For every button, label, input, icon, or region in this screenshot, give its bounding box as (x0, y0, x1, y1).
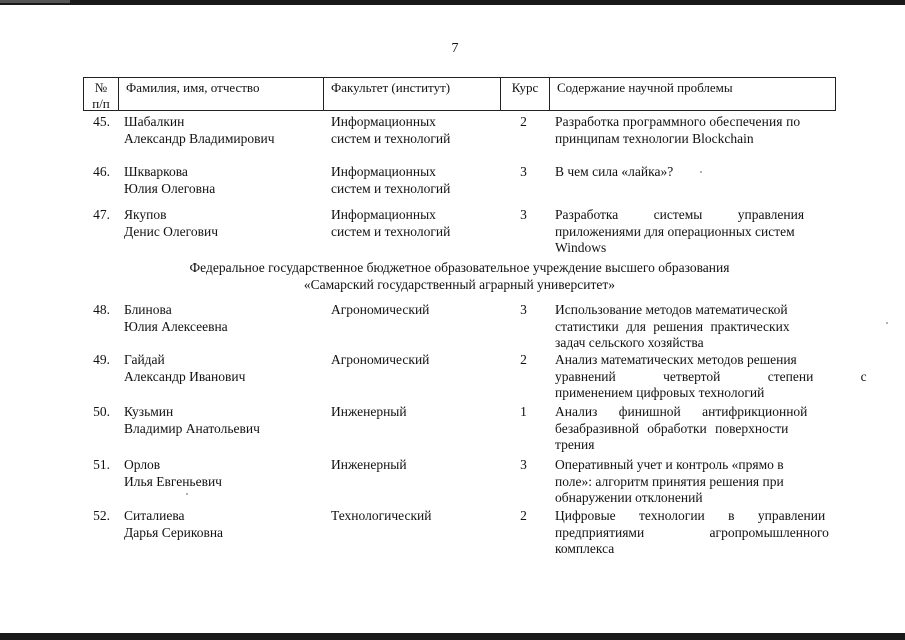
surname: Кузьмин (124, 404, 174, 419)
surname: Орлов (124, 457, 161, 472)
given-names: Дарья Сериковна (124, 524, 224, 540)
topic-line: Разработка системы управления (555, 207, 805, 222)
surname: Якупов (124, 207, 167, 222)
header-faculty: Факультет (институт) (323, 78, 500, 110)
row-course: 3 (520, 207, 527, 222)
topic-line: Цифровые технологии в управлении (555, 508, 826, 523)
header-topic: Содержание научной проблемы (549, 78, 837, 110)
scan-speck (886, 322, 888, 324)
row-topic (555, 404, 833, 454)
row-course: 3 (520, 302, 527, 317)
topic-line: безабразивной обработки поверхности (555, 420, 789, 436)
topic-line: уравнений четвертой степени с (555, 368, 867, 384)
faculty-line: Агрономический (331, 302, 430, 317)
faculty-line: Инженерный (331, 457, 407, 472)
topic-line: В чем сила «лайка»? (555, 164, 674, 179)
row-course: 2 (520, 508, 527, 523)
topic-line: Анализ математических методов решения (555, 352, 797, 367)
header-course: Курс (500, 78, 549, 110)
row-course: 3 (520, 457, 527, 472)
given-names: Александр Иванович (124, 368, 246, 384)
topic-line: обнаружении отклонений (555, 490, 703, 505)
topic-line: Разработка программного обеспечения по (555, 114, 801, 129)
section-heading-line1: Федеральное государственное бюджетное образовательное учреждение высшего образования (189, 260, 730, 275)
surname: Шкваркова (124, 164, 188, 179)
row-number: 50. (93, 404, 110, 419)
topic-line: Windows (555, 240, 607, 255)
row-topic (555, 164, 833, 181)
row-faculty (331, 508, 501, 525)
row-faculty (331, 302, 501, 319)
faculty-line: систем и технологий (331, 130, 451, 146)
topic-line: трения (555, 437, 595, 452)
row-name (124, 404, 324, 437)
surname: Шабалкин (124, 114, 185, 129)
topic-line: предприятиями агропромышленного (555, 524, 829, 540)
row-topic (555, 457, 833, 507)
topic-line: Использование методов математической (555, 302, 788, 317)
given-names: Денис Олегович (124, 223, 218, 239)
faculty-line: Информационных (331, 207, 436, 222)
row-number: 46. (93, 164, 110, 179)
header-num (84, 78, 118, 110)
row-topic (555, 114, 833, 147)
faculty-line: систем и технологий (331, 180, 451, 196)
row-name (124, 207, 324, 240)
row-course: 3 (520, 164, 527, 179)
faculty-line: систем и технологий (331, 223, 451, 239)
topic-line: Анализ финишной антифрикционной (555, 404, 808, 419)
faculty-line: Информационных (331, 164, 436, 179)
faculty-line: Агрономический (331, 352, 430, 367)
header-num-line1: № (94, 80, 108, 95)
topic-line: Оперативный учет и контроль «прямо в (555, 457, 784, 472)
surname: Блинова (124, 302, 172, 317)
row-topic (555, 302, 833, 352)
topic-line: принципам технологии Blockchain (555, 130, 754, 146)
row-number: 51. (93, 457, 110, 472)
header-name: Фамилия, имя, отчество (118, 78, 323, 110)
row-number: 49. (93, 352, 110, 367)
faculty-line: Технологический (331, 508, 432, 523)
scan-speck (186, 493, 188, 495)
row-course: 2 (520, 352, 527, 367)
topic-line: статистики для решения практических (555, 318, 790, 334)
topic-line: поле»: алгоритм принятия решения при (555, 473, 784, 489)
row-faculty (331, 114, 501, 147)
row-topic (555, 207, 833, 257)
section-heading-line2: «Самарский государственный аграрный университет» (303, 276, 616, 292)
surname: Гайдай (124, 352, 165, 367)
section-heading (83, 260, 836, 293)
row-number: 48. (93, 302, 110, 317)
row-topic (555, 352, 867, 402)
topic-line: применением цифровых технологий (555, 385, 765, 400)
row-faculty (331, 404, 501, 421)
row-course: 2 (520, 114, 527, 129)
table-header (83, 77, 836, 111)
faculty-line: Инженерный (331, 404, 407, 419)
given-names: Владимир Анатольевич (124, 420, 260, 436)
row-topic (555, 508, 833, 558)
row-name (124, 164, 324, 197)
row-faculty (331, 352, 501, 369)
scan-speck (700, 171, 702, 173)
topic-line: приложениями для операционных систем (555, 223, 795, 239)
row-number: 47. (93, 207, 110, 222)
given-names: Юлия Олеговна (124, 180, 216, 196)
row-name (124, 114, 324, 147)
topic-line: комплекса (555, 541, 615, 556)
scan-border-top-edge (0, 0, 70, 3)
header-num-line2: п/п (92, 96, 110, 111)
row-number: 52. (93, 508, 110, 523)
row-name (124, 457, 324, 490)
row-faculty (331, 207, 501, 240)
given-names: Александр Владимирович (124, 130, 275, 146)
row-faculty (331, 164, 501, 197)
given-names: Илья Евгеньевич (124, 473, 222, 489)
scan-border-bottom (0, 633, 905, 640)
row-number: 45. (93, 114, 110, 129)
surname: Ситалиева (124, 508, 185, 523)
topic-line: задач сельского хозяйства (555, 335, 704, 350)
row-faculty (331, 457, 501, 474)
page-number: 7 (451, 41, 459, 56)
given-names: Юлия Алексеевна (124, 318, 228, 334)
row-course: 1 (520, 404, 527, 419)
row-name (124, 302, 324, 335)
row-name (124, 352, 324, 385)
faculty-line: Информационных (331, 114, 436, 129)
scan-border-top (0, 0, 905, 5)
row-name (124, 508, 324, 541)
